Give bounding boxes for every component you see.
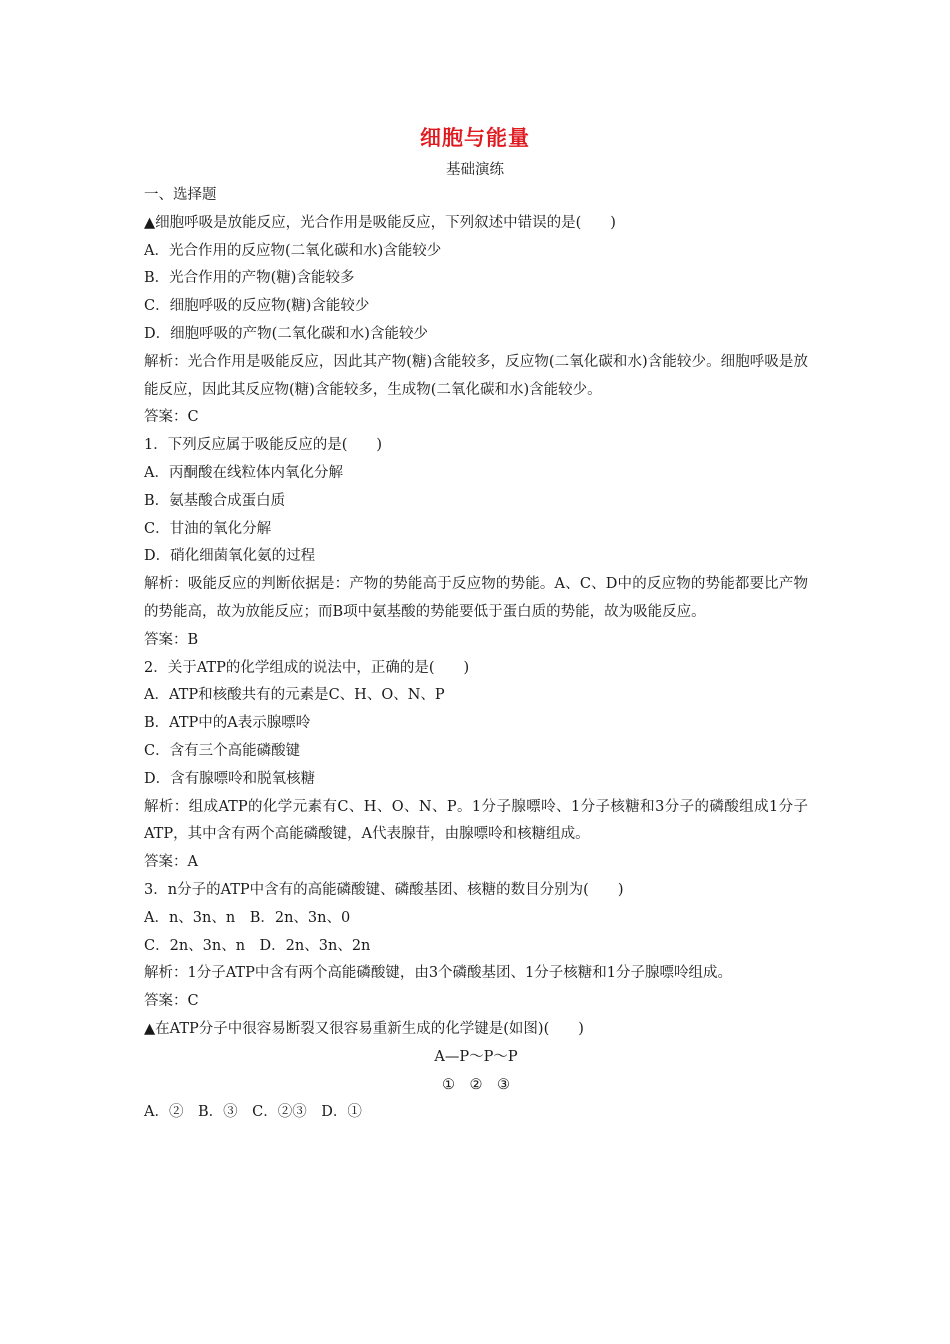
question-stem: 2．关于ATP的化学组成的说法中，正确的是( ): [144, 659, 470, 676]
option-a: A．丙酮酸在线粒体内氧化分解: [144, 464, 343, 481]
question-content: [144, 182, 808, 1127]
option-c: C．含有三个高能磷酸键: [144, 742, 301, 759]
option-d: D．硝化细菌氧化氨的过程: [144, 548, 316, 565]
option-d: D．含有腺嘌呤和脱氧核糖: [144, 770, 316, 787]
atp-formula: A—P～P～P: [434, 1048, 518, 1065]
bond-markers: ① ② ③: [442, 1076, 510, 1093]
answer-text: 答案：A: [144, 854, 198, 871]
answer-text: 答案：C: [144, 993, 199, 1010]
option-a: A．光合作用的反应物(二氧化碳和水)含能较少: [144, 242, 442, 259]
option-c: C．细胞呼吸的反应物(糖)含能较少: [144, 298, 370, 315]
question-stem: ▲细胞呼吸是放能反应，光合作用是吸能反应，下列叙述中错误的是( ): [144, 214, 616, 231]
option-b: B．氨基酸合成蛋白质: [144, 492, 286, 509]
question-stem: 3．n分子的ATP中含有的高能磷酸键、磷酸基团、核糖的数目分别为( ): [144, 881, 624, 898]
option-a: A．ATP和核酸共有的元素是C、H、O、N、P: [144, 687, 445, 704]
analysis-text: 解析：组成ATP的化学元素有C、H、O、N、P。1分子腺嘌呤、1分子核糖和3分子的磷酸组成1分子ATP，其中含有两个高能磷酸键，A代表腺苷，由腺嘌呤和核糖组成。: [144, 798, 808, 843]
page-title: 细胞与能量: [420, 125, 530, 150]
question-stem: ▲在ATP分子中很容易断裂又很容易重新生成的化学键是(如图)( ): [144, 1020, 584, 1037]
analysis-text: 解析：吸能反应的判断依据是：产物的势能高于反应物的势能。A、C、D中的反应物的势能都要比产物的势能高，故为放能反应；而B项中氨基酸的势能要低于蛋白质的势能，故为吸能反应。: [144, 576, 808, 620]
analysis-text: 解析：光合作用是吸能反应，因此其产物(糖)含能较多，反应物(二氧化碳和水)含能较少。细胞呼吸是放能反应，因此其反应物(糖)含能较多，生成物(二氧化碳和水)含能较少。: [144, 353, 808, 398]
option-row: A．n、3n、n B．2n、3n、0: [144, 909, 351, 926]
analysis-text: 解析：1分子ATP中含有两个高能磷酸键，由3个磷酸基团、1分子核糖和1分子腺嘌呤组成。: [144, 965, 733, 982]
answer-text: 答案：B: [144, 631, 199, 648]
option-row: C．2n、3n、n D．2n、3n、2n: [144, 937, 371, 954]
section-heading: 一、选择题: [144, 187, 217, 203]
option-c: C．甘油的氧化分解: [144, 520, 272, 537]
option-d: D．细胞呼吸的产物(二氧化碳和水)含能较少: [144, 325, 428, 342]
page-subtitle: 基础演练: [446, 162, 504, 178]
question-stem: 1．下列反应属于吸能反应的是( ): [144, 437, 383, 454]
answer-text: 答案：C: [144, 409, 199, 426]
option-row: A．② B．③ C．②③ D．①: [144, 1104, 362, 1121]
option-b: B．光合作用的产物(糖)含能较多: [144, 270, 355, 287]
option-b: B．ATP中的A表示腺嘌呤: [144, 715, 311, 732]
